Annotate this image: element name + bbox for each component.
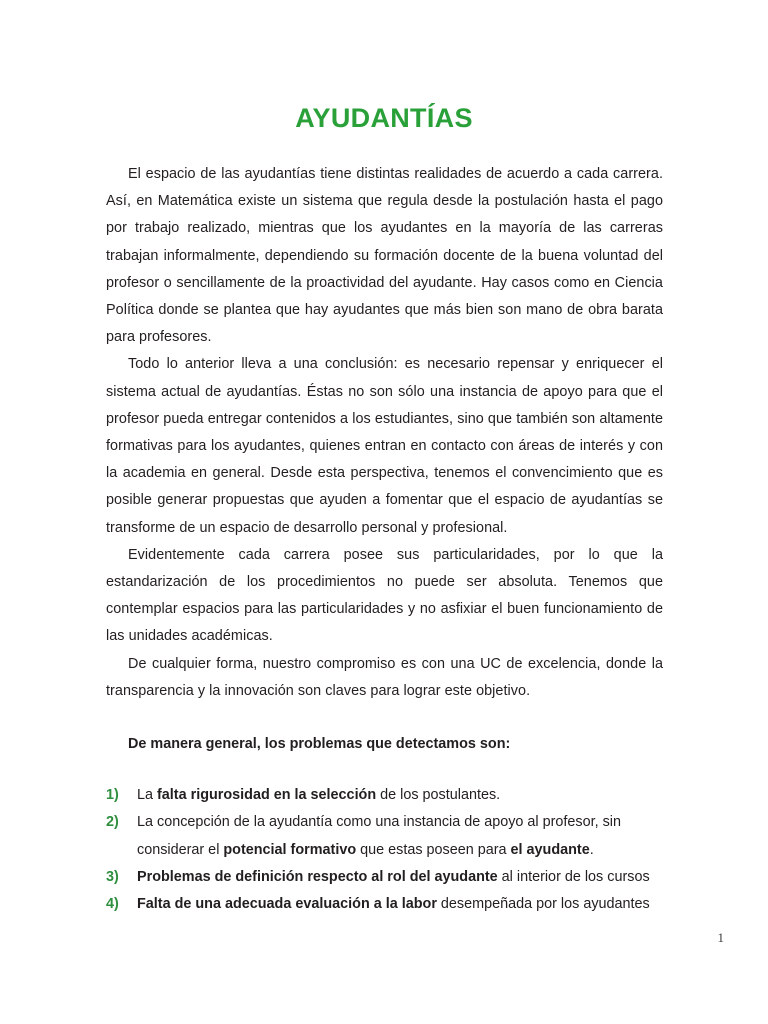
list-item-text (137, 896, 650, 912)
list-item (106, 891, 663, 918)
plain-text: de los postulantes. (376, 787, 501, 804)
emphasis-text: falta rigurosidad en la selección (157, 787, 377, 804)
paragraph-3: Evidentemente cada carrera posee sus particularidades, por lo que la estandarización de los procedimientos no puede ser absoluta. Tenemos que contemplar espacios para las particularidades y no asfixiar el buen funcionamiento de las unidades académicas. (106, 546, 663, 645)
spacer-before-list-intro (106, 705, 663, 731)
paragraph-2: Todo lo anterior lleva a una conclusión: es necesario repensar y enriquecer el sistema actual de ayudantías. Éstas no son sólo una instancia de apoyo para que el profesor pueda entregar contenidos a los estudiantes, sino que también son altamente formativas para los ayudantes, quienes entran en contacto con áreas de interés y con la academia en general. Desde esta perspectiva, tenemos el convencimiento que es posible generar propuestas que ayuden a fomentar que el espacio de ayudantías se transforme de un espacio de desarrollo personal y profesional. (106, 356, 663, 536)
emphasis-text: potencial formativo (223, 841, 357, 858)
emphasis-text: Falta de una adecuada evaluación a la labor (137, 896, 437, 913)
list-item-text (137, 814, 621, 857)
list-item (106, 864, 663, 891)
emphasis-text: Problemas de definición respecto al rol del ayudante (137, 868, 498, 885)
document-body (106, 161, 663, 918)
problem-list (106, 782, 663, 918)
page-number: 1 (717, 930, 724, 945)
plain-text: desempeñada por los ayudantes (436, 896, 650, 913)
plain-text: al interior de los cursos (497, 868, 650, 885)
list-item-marker: 3) (106, 868, 119, 885)
list-item-text (137, 787, 500, 803)
plain-text: . (589, 841, 594, 858)
emphasis-text: el ayudante (510, 841, 590, 858)
page-title: AYUDANTÍAS (295, 103, 473, 134)
paragraph-1: El espacio de las ayudantías tiene distintas realidades de acuerdo a cada carrera. Así, en Matemática existe un sistema que regula desde la postulación hasta el pago por trabajo realizado, mientras que los ayudantes en la mayoría de las carreras trabajan informalmente, dependiendo su formación docente de la buena voluntad del profesor o sencillamente de la proactividad del ayudante. Hay casos como en Ciencia Política donde se plantea que hay ayudantes que más bien son mano de obra barata para profesores. (106, 166, 663, 346)
plain-text: La (137, 787, 158, 804)
spacer-before-list (106, 758, 663, 782)
list-item (106, 782, 663, 809)
list-item-marker: 2) (106, 814, 119, 831)
list-item-marker: 1) (106, 787, 119, 804)
list-item (106, 809, 663, 863)
list-item-text (137, 869, 650, 885)
paragraph-4: De cualquier forma, nuestro compromiso es con una UC de excelencia, donde la transparencia y la innovación son claves para lograr este objetivo. (106, 655, 663, 699)
list-intro-text: De manera general, los problemas que detectamos son: (128, 736, 511, 753)
plain-text: La concepción de la ayudantía como una instancia de apoyo al profesor, sin considerar el (137, 814, 622, 858)
list-item-marker: 4) (106, 896, 119, 913)
plain-text: que estas poseen para (356, 841, 511, 858)
